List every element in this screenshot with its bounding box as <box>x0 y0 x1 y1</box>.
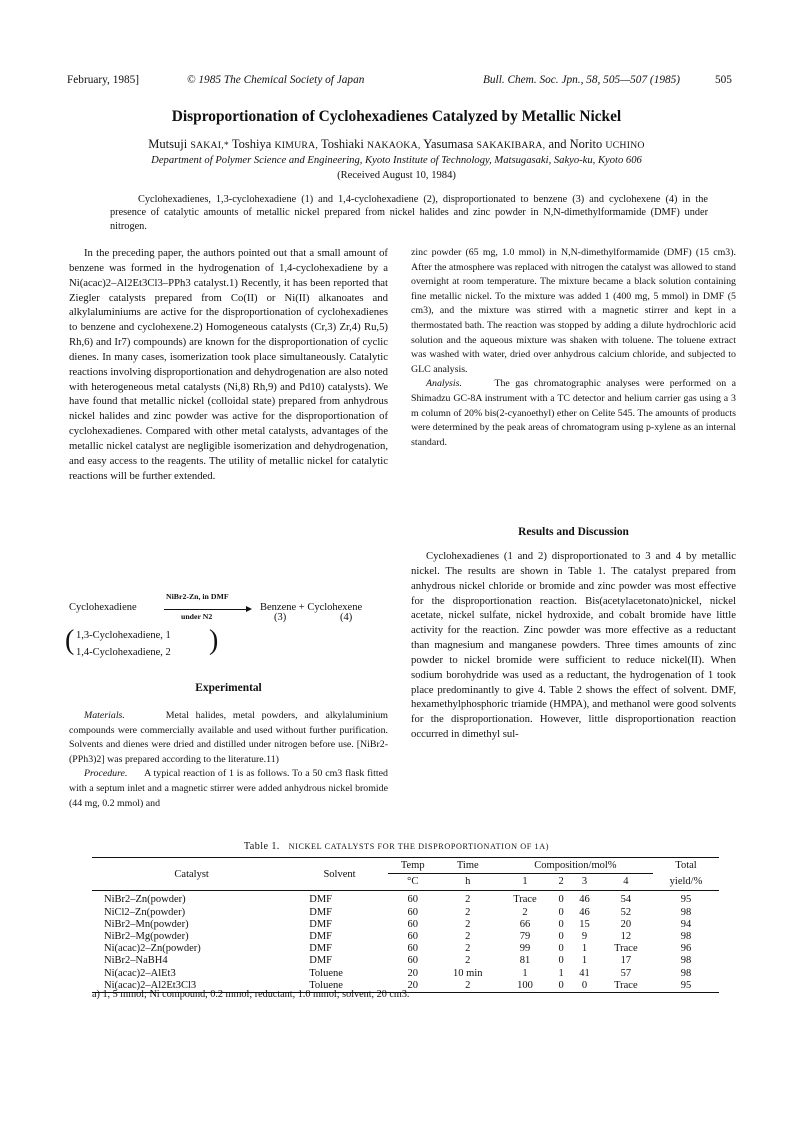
intro-paragraph: In the preceding paper, the authors pointed out that a small amount of benzene was formed in the hydrogenation of 1,4-cyclohexadiene by a Ni(acac)2–Al2Et3Cl3–PPh3 catalyst.1) Recently, it has been reported that Ziegler catalysts prepared from Co(II) or Ni(II) alkanoates and alkylaluminiums are active for the disproportionation of cyclohexadienes to benzene and cyclohexene.2) Homogeneous catalysts (Cr,3) Zr,4) Ru,5) Rh,6) and Ir7) compounds) are known for the disproportionation of cyclic dienes. In many cases, isomerization took place simultaneously. Catalytic reactions involving disproportionation and dehydrogenation are also noted with heterogeneous metal catalysts (Ni,8) Rh,9) and Pd10) catalysts). We have found that metallic nickel (colloidal state) prepared from anhydrous nickel halides and zinc powder was active for the disproportionation of cyclohexadienes. Compared with other metal catalysts, advantages of the metallic nickel catalyst are negligible isomerization and dehydrogenation, and easy access to the reagents. The utility of metallic nickel for catalytic reactions will be further extended. <box>69 247 388 482</box>
table-row <box>92 931 719 943</box>
header-page-number: 505 <box>715 74 732 86</box>
cell-catalyst: Ni(acac)2–Zn(powder) <box>104 943 201 955</box>
col-solvent: Solvent <box>291 858 388 891</box>
cell-catalyst: NiCl2–Zn(powder) <box>104 906 186 918</box>
table-cell: 2 <box>465 894 471 906</box>
reaction-arrow <box>164 609 250 610</box>
table-cell: Trace <box>614 979 638 991</box>
header-journal: Bull. Chem. Soc. Jpn., 58, 505—507 (1985) <box>483 74 681 86</box>
table-row <box>92 907 719 919</box>
experimental-heading: Experimental <box>195 682 262 694</box>
scheme-reactant: Cyclohexadiene <box>69 602 137 613</box>
col-comp-4: 4 <box>599 874 653 891</box>
table-cell: 79 <box>519 931 531 943</box>
table-cell: 94 <box>680 918 692 930</box>
cell-solvent: DMF <box>309 894 333 906</box>
abstract: Cyclohexadienes, 1,3-cyclohexadiene (1) and 1,4-cyclohexadiene (2), disproportionated to benzene (3) and cyclohexene (4) in the presence of catalytic amounts of metallic nickel prepared from nickel halides and zinc powder in N,N-dimethylformamide (DMF) under nitrogen. <box>110 194 708 232</box>
cell-catalyst: NiBr2–Mg(powder) <box>104 931 189 943</box>
table-cell: 9 <box>581 931 588 943</box>
cell-solvent: Toluene <box>309 967 343 979</box>
table-cell: 60 <box>407 955 418 967</box>
table-cell: 0 <box>558 979 564 991</box>
affiliation: Department of Polymer Science and Engineering, Kyoto Institute of Technology, Matsugasaki, Sakyo-ku, Kyoto 606 <box>151 155 642 166</box>
table-cell: 0 <box>558 906 564 918</box>
table-cell: 95 <box>680 894 692 906</box>
col-composition: Composition/mol% <box>498 858 653 874</box>
col-time: Time <box>438 858 498 874</box>
header-date: February, 1985] <box>67 74 140 86</box>
table-row <box>92 955 719 967</box>
table-cell: 41 <box>579 967 590 979</box>
table-cell: 0 <box>558 931 564 943</box>
table-cell: 66 <box>519 918 531 930</box>
table-cell: 60 <box>407 894 418 906</box>
table-cell: 20 <box>407 979 418 991</box>
table-cell: 46 <box>579 894 590 906</box>
scheme-products: Benzene + Cyclohexene <box>260 602 363 613</box>
table-cell: 10 min <box>453 967 483 979</box>
table-cell: 96 <box>680 943 692 955</box>
col-total: Total <box>675 860 697 872</box>
table-cell: 98 <box>680 906 692 918</box>
table-cell: 2 <box>465 943 471 955</box>
cell-catalyst: Ni(acac)2–AlEt3 <box>104 967 176 979</box>
scheme-compound-1: 1,3-Cyclohexadiene, 1 <box>76 630 171 641</box>
cell-solvent: DMF <box>309 943 333 955</box>
cell-catalyst: NiBr2–Zn(powder) <box>104 894 186 906</box>
table-cell: 98 <box>680 955 692 967</box>
table-row <box>92 891 719 907</box>
table-cell: 98 <box>680 967 692 979</box>
table-footnote: a) 1, 5 mmol; Ni compound, 0.2 mmol; reductant, 1.0 mmol; solvent, 20 cm3. <box>92 989 410 1000</box>
scheme-product-3: (3) <box>274 612 287 623</box>
table-cell: 1 <box>522 967 528 979</box>
scheme-reagent-bottom: under N2 <box>181 612 213 621</box>
table-cell: Trace <box>513 894 537 906</box>
cell-catalyst: NiBr2–NaBH4 <box>104 955 168 967</box>
col-comp-1: 1 <box>498 874 552 891</box>
cell-solvent: DMF <box>309 918 333 930</box>
table-cell: 54 <box>620 894 632 906</box>
col-temp-unit: °C <box>388 874 438 891</box>
scheme-compound-2: 1,4-Cyclohexadiene, 2 <box>76 647 171 658</box>
cell-solvent: DMF <box>309 955 333 967</box>
col-total-unit: yield/% <box>653 874 719 891</box>
col-time-unit: h <box>438 874 498 891</box>
cell-catalyst: Ni(acac)2–Al2Et3Cl3 <box>104 979 197 991</box>
table-cell: 0 <box>558 894 564 906</box>
table-cell: 15 <box>579 918 590 930</box>
running-header <box>67 74 735 90</box>
results-heading: Results and Discussion <box>518 526 629 538</box>
table-cell: 2 <box>522 906 528 918</box>
table-cell: 2 <box>465 918 471 930</box>
materials-paragraph: Materials. Metal halides, metal powders, and alkylaluminium compounds were commercially available and used without further purification. Solvents and dienes were dried and distilled under nitrogen before use. [NiBr2-(PPh3)2] was prepared according to the literature.11) <box>69 710 388 765</box>
table-row <box>92 943 719 955</box>
table-cell: 1 <box>558 967 564 979</box>
table-cell: Trace <box>614 943 638 955</box>
table-cell: 60 <box>407 918 418 930</box>
table-cell: 98 <box>680 931 692 943</box>
results-paragraph: Cyclohexadienes (1 and 2) disproportionated to 3 and 4 by metallic nickel. The results are shown in Table 1. The catalyst prepared from anhydrous nickel chloride or bromide and zinc powder was most effective for the disproportionation reaction. Bis(acetylacetonato)nickel, nickel acetate, nickel sulfate, nickel hydroxide, and cobalt bromide have little activity for the reaction. Zinc powder was more effective as a reductant than magnesium and manganese powders. Three times amounts of zinc powder to nickel bromide were sufficient to reduce nickel(II). When sodium borohydride was used as a reductant, the hydrogenation of 1 took place predominantly to give 4. Table 2 shows the effect of solvent. DMF, hexamethylphosphoric triamide (HMPA), and methanol were good solvents for the disproportionation. However, little disproportionation reaction occurred in dimethyl sul- <box>411 550 736 741</box>
paper-title: Disproportionation of Cyclohexadienes Catalyzed by Metallic Nickel <box>171 108 622 125</box>
table-row <box>92 968 719 980</box>
received-date: (Received August 10, 1984) <box>337 170 456 181</box>
table-cell: 1 <box>581 955 588 967</box>
procedure-paragraph: Procedure. A typical reaction of 1 is as follows. To a 50 cm3 flask fitted with a septum inlet and a magnetic stirrer were added anhydrous nickel bromide (44 mg, 0.2 mmol) and <box>69 768 388 809</box>
reaction-scheme <box>65 592 388 672</box>
table-cell: 2 <box>465 955 471 967</box>
table-cell: 0 <box>581 979 588 991</box>
cell-solvent: DMF <box>309 906 333 918</box>
col-temp: Temp <box>388 858 438 874</box>
author-list: Mutsuji SAKAI,* Toshiya KIMURA, Toshiaki NAKAOKA, Yasumasa SAKAKIBARA, and Norito UCHINO <box>148 137 645 151</box>
nickel-catalysts-table <box>92 857 719 993</box>
table-cell: 12 <box>620 931 632 943</box>
table-cell: 81 <box>519 955 531 967</box>
analysis-paragraph: Analysis. The gas chromatographic analyses were performed on a Shimadzu GC-8A instrument with a TC detector and helium carrier gas using a 3 m column of 20% bis(2-cyanoethyl) ether on Celite 545. The amounts of products were determined by the peak areas of chromatogram using p-xylene as an internal standard. <box>411 378 736 448</box>
table-cell: 17 <box>620 955 632 967</box>
table-cell: 20 <box>407 967 418 979</box>
table-cell: 52 <box>620 906 632 918</box>
table-caption: Table 1. NICKEL CATALYSTS FOR THE DISPROPORTIONATION OF 1A) <box>243 841 550 852</box>
experimental-section <box>69 709 388 811</box>
col-comp-3: 3 <box>570 874 599 891</box>
table-cell: 2 <box>465 906 471 918</box>
table-cell: 46 <box>579 906 590 918</box>
scheme-product-4: (4) <box>340 612 353 623</box>
table-cell: 20 <box>620 918 632 930</box>
header-copyright: © 1985 The Chemical Society of Japan <box>187 74 365 86</box>
table-cell: 0 <box>558 955 564 967</box>
scheme-reagent-top: NiBr2-Zn, in DMF <box>166 592 229 601</box>
table-cell: 0 <box>558 943 564 955</box>
table-cell: 99 <box>519 943 531 955</box>
cell-solvent: Toluene <box>309 979 343 991</box>
table-cell: 2 <box>465 931 471 943</box>
table-cell: 100 <box>517 979 533 991</box>
table-row <box>92 919 719 931</box>
table-cell: 95 <box>680 979 692 991</box>
experimental-continued: zinc powder (65 mg, 1.0 mmol) in N,N-dimethylformamide (DMF) (15 cm3). After the atmosphere was replaced with nitrogen the catalyst was allowed to stand overnight at room temperature. The mixture became a black solution containing fine metallic nickel. To the mixture was added 1 (400 mg, 5 mmol) in DMF (5 cm3), and the mixture was stirred with a magnetic stirrer and kept in a thermostated bath. The reaction was stopped by adding a dilute hydrochloric acid solution and the aqueous mixture was shaken with toluene. The toluene extract was washed with water, dried over anhydrous calcium chloride, and subjected to GLC analysis. Analysis. The gas chromatographic analyses were performed on a Shimadzu GC-8A instrument with a TC detector and helium carrier gas using a 3 m column of 20% bis(2-cyanoethyl) ether on Celite 545. The amounts of products were determined by the peak areas of chromatogram using p-xylene as an internal standard. <box>411 246 736 450</box>
table-cell: 2 <box>465 979 471 991</box>
brace-right: ) <box>209 625 219 656</box>
col-catalyst: Catalyst <box>92 858 291 891</box>
table-cell: 57 <box>620 967 632 979</box>
table-cell: 60 <box>407 931 418 943</box>
cell-catalyst: NiBr2–Mn(powder) <box>104 918 189 930</box>
cell-solvent: DMF <box>309 931 333 943</box>
table-cell: 1 <box>581 943 588 955</box>
table-cell: 60 <box>407 906 418 918</box>
col-comp-2: 2 <box>552 874 570 891</box>
table-cell: 0 <box>558 918 564 930</box>
brace-left: ( <box>65 625 75 656</box>
table-cell: 60 <box>407 943 418 955</box>
